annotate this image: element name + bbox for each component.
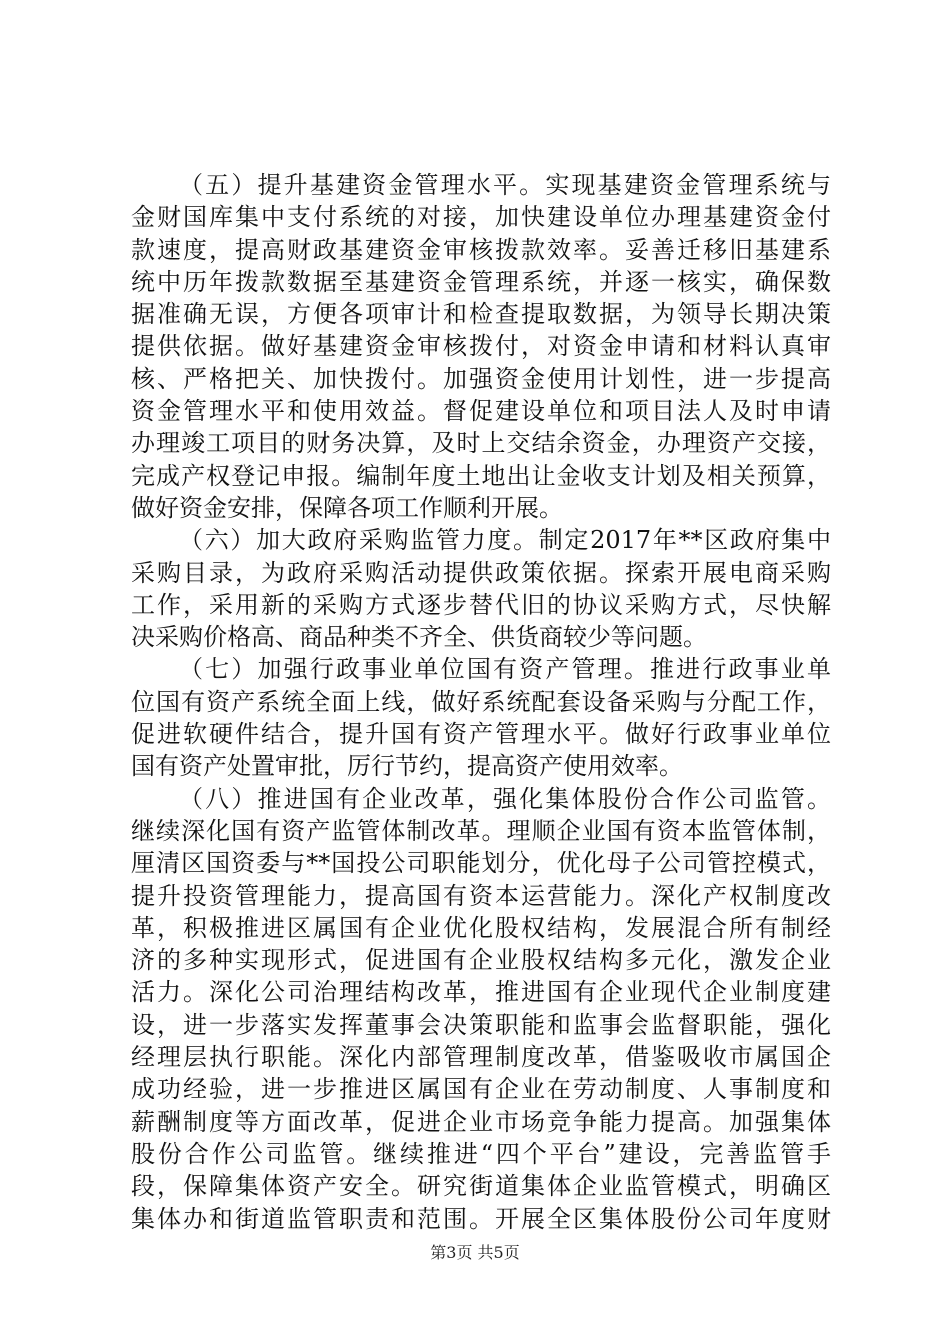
paragraph-line: 厘清区国资委与**国投公司职能划分，优化母子公司管控模式， xyxy=(131,849,831,878)
paragraph-line: 革，积极推进区属国有企业优化股权结构，发展混合所有制经 xyxy=(131,913,831,942)
paragraph-8 xyxy=(131,783,831,1235)
paragraph-line: 提供依据。做好基建资金审核拨付，对资金申请和材料认真审 xyxy=(131,332,831,361)
paragraph-line: 提升投资管理能力，提高国有资本运营能力。深化产权制度改 xyxy=(131,881,831,910)
page-number-footer: 第3页 共5页 xyxy=(430,1243,520,1262)
paragraph-line: 国有资产处置审批，厉行节约，提高资产使用效率。 xyxy=(131,752,683,781)
document-body xyxy=(131,169,831,1235)
paragraph-line: 济的多种实现形式，促进国有企业股权结构多元化，激发企业 xyxy=(131,946,831,975)
paragraph-line: 薪酬制度等方面改革，促进企业市场竞争能力提高。加强集体 xyxy=(131,1107,831,1136)
paragraph-line: 工作，采用新的采购方式逐步替代旧的协议采购方式，尽快解 xyxy=(131,590,831,619)
paragraph-line: （五）提升基建资金管理水平。实现基建资金管理系统与 xyxy=(179,171,831,199)
paragraph-line: 做好资金安排，保障各项工作顺利开展。 xyxy=(131,493,563,522)
paragraph-line: 资金管理水平和使用效益。督促建设单位和项目法人及时申请 xyxy=(131,397,831,426)
paragraph-line: （六）加大政府采购监管力度。制定2017年**区政府集中 xyxy=(179,526,831,555)
paragraph-line: 款速度，提高财政基建资金审核拨款效率。妥善迁移旧基建系 xyxy=(131,235,831,264)
paragraph-line: 设，进一步落实发挥董事会决策职能和监事会监督职能，强化 xyxy=(131,1010,831,1039)
paragraph-line: （八）推进国有企业改革，强化集体股份合作公司监管。 xyxy=(179,784,831,813)
paragraph-line: 活力。深化公司治理结构改革，推进国有企业现代企业制度建 xyxy=(131,978,831,1007)
paragraph-line: 股份合作公司监管。继续推进“四个平台”建设，完善监管手 xyxy=(131,1139,831,1168)
paragraph-line: 统中历年拨款数据至基建资金管理系统，并逐一核实，确保数 xyxy=(131,267,831,296)
paragraph-line: 成功经验，进一步推进区属国有企业在劳动制度、人事制度和 xyxy=(131,1075,831,1104)
paragraph-line: 办理竣工项目的财务决算，及时上交结余资金，办理资产交接， xyxy=(131,429,831,458)
paragraph-line: 集体办和街道监管职责和范围。开展全区集体股份公司年度财 xyxy=(131,1204,831,1233)
paragraph-line: 决采购价格高、商品种类不齐全、供货商较少等问题。 xyxy=(131,623,707,652)
paragraph-line: （七）加强行政事业单位国有资产管理。推进行政事业单 xyxy=(179,655,831,684)
paragraph-line: 完成产权登记申报。编制年度土地出让金收支计划及相关预算， xyxy=(131,461,831,490)
paragraph-line: 经理层执行职能。深化内部管理制度改革，借鉴吸收市属国企 xyxy=(131,1043,831,1072)
paragraph-line: 据准确无误，方便各项审计和检查提取数据，为领导长期决策 xyxy=(131,300,831,329)
paragraph-line: 采购目录，为政府采购活动提供政策依据。探索开展电商采购 xyxy=(131,558,831,587)
paragraph-line: 核、严格把关、加快拨付。加强资金使用计划性，进一步提高 xyxy=(131,364,831,393)
paragraph-line: 促进软硬件结合，提升国有资产管理水平。做好行政事业单位 xyxy=(131,720,831,749)
paragraph-6 xyxy=(131,524,831,653)
paragraph-line: 继续深化国有资产监管体制改革。理顺企业国有资本监管体制， xyxy=(131,816,831,845)
paragraph-5 xyxy=(131,169,831,524)
paragraph-line: 位国有资产系统全面上线，做好系统配套设备采购与分配工作， xyxy=(131,687,831,716)
paragraph-7 xyxy=(131,653,831,782)
paragraph-line: 段，保障集体资产安全。研究街道集体企业监管模式，明确区 xyxy=(131,1172,831,1201)
paragraph-line: 金财国库集中支付系统的对接，加快建设单位办理基建资金付 xyxy=(131,203,831,232)
